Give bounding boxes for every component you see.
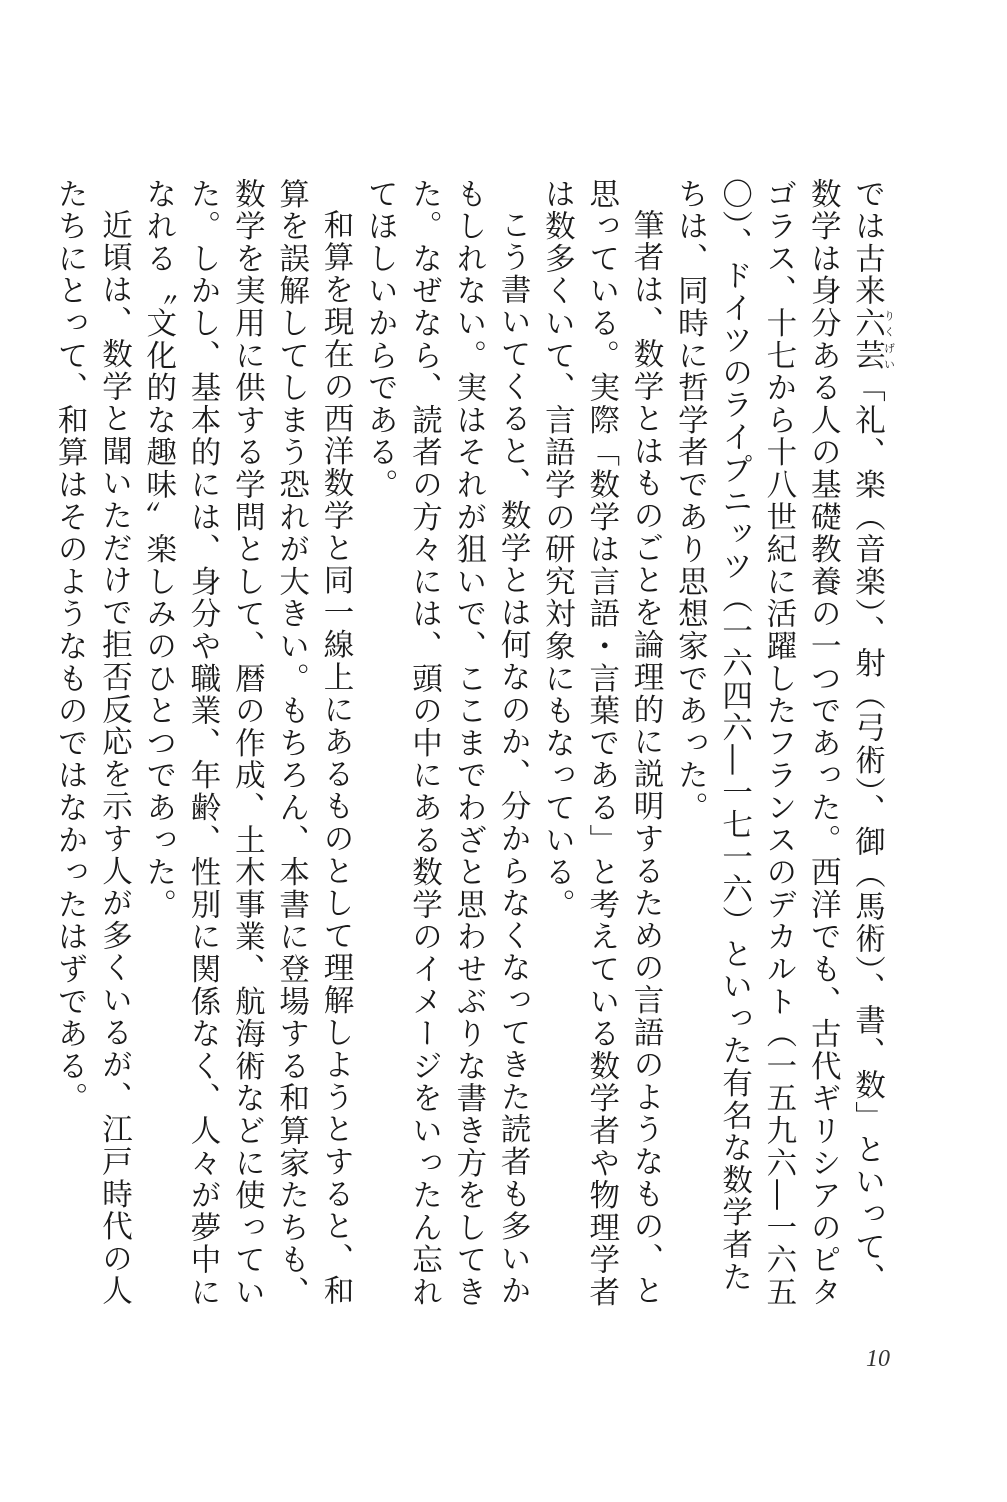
paragraph-text: では古来 [849, 178, 885, 308]
body-text [47, 178, 895, 1320]
furigana-word [849, 307, 896, 372]
paragraph-text: 「礼、楽（音楽）、射（弓術）、御（馬術）、書、数」といって、数学は身分ある人の基礎教養の一つであった。西洋でも、古代ギリシアのピタゴラス、十七から十八世紀に活躍したフランスのデカルト（一五九六―一六五〇）、ドイツのライプニッツ（一六四六―一七一六）といった有名な数学者たちは、同時に哲学者であり思想家であった。 [672, 178, 885, 1309]
furigana: りくげい [882, 307, 896, 372]
paragraph: こう書いてくると、数学とは何なのか、分からなくなってきた読者も多いかもしれない。実はそれが狙いで、ここまでわざと思わせぶりな書き方をしてきた。なぜなら、読者の方々には、頭の中にある数学のイメージをいったん忘れてほしいからである。 [362, 178, 531, 1309]
ruby-base: 六芸 [849, 307, 885, 372]
paragraph: 近頃は、数学と聞いただけで拒否反応を示す人が多くいるが、江戸時代の人たちにとって、和算はそのようなものではなかったはずである。 [52, 178, 132, 1307]
paragraph: 筆者は、数学とはものごとを論理的に説明するための言語のようなもの、と思っている。実際「数学は言語・言葉である」と考えている数学者や物理学者は数多くいて、言語学の研究対象にもなっている。 [539, 178, 664, 1309]
paragraph: 和算を現在の西洋数学と同一線上にあるものとして理解しようとすると、和算を誤解してしまう恐れが大きい。もちろん、本書に登場する和算家たちも、数学を実用に供する学問として、暦の作成、土木事業、航海術などに使っていた。しかし、基本的には、身分や職業、年齢、性別に関係なく、人々が夢中になれる〝文化的な趣味〟楽しみのひとつであった。 [140, 178, 353, 1309]
page-number: 10 [866, 1346, 890, 1372]
paragraph [667, 178, 895, 1320]
